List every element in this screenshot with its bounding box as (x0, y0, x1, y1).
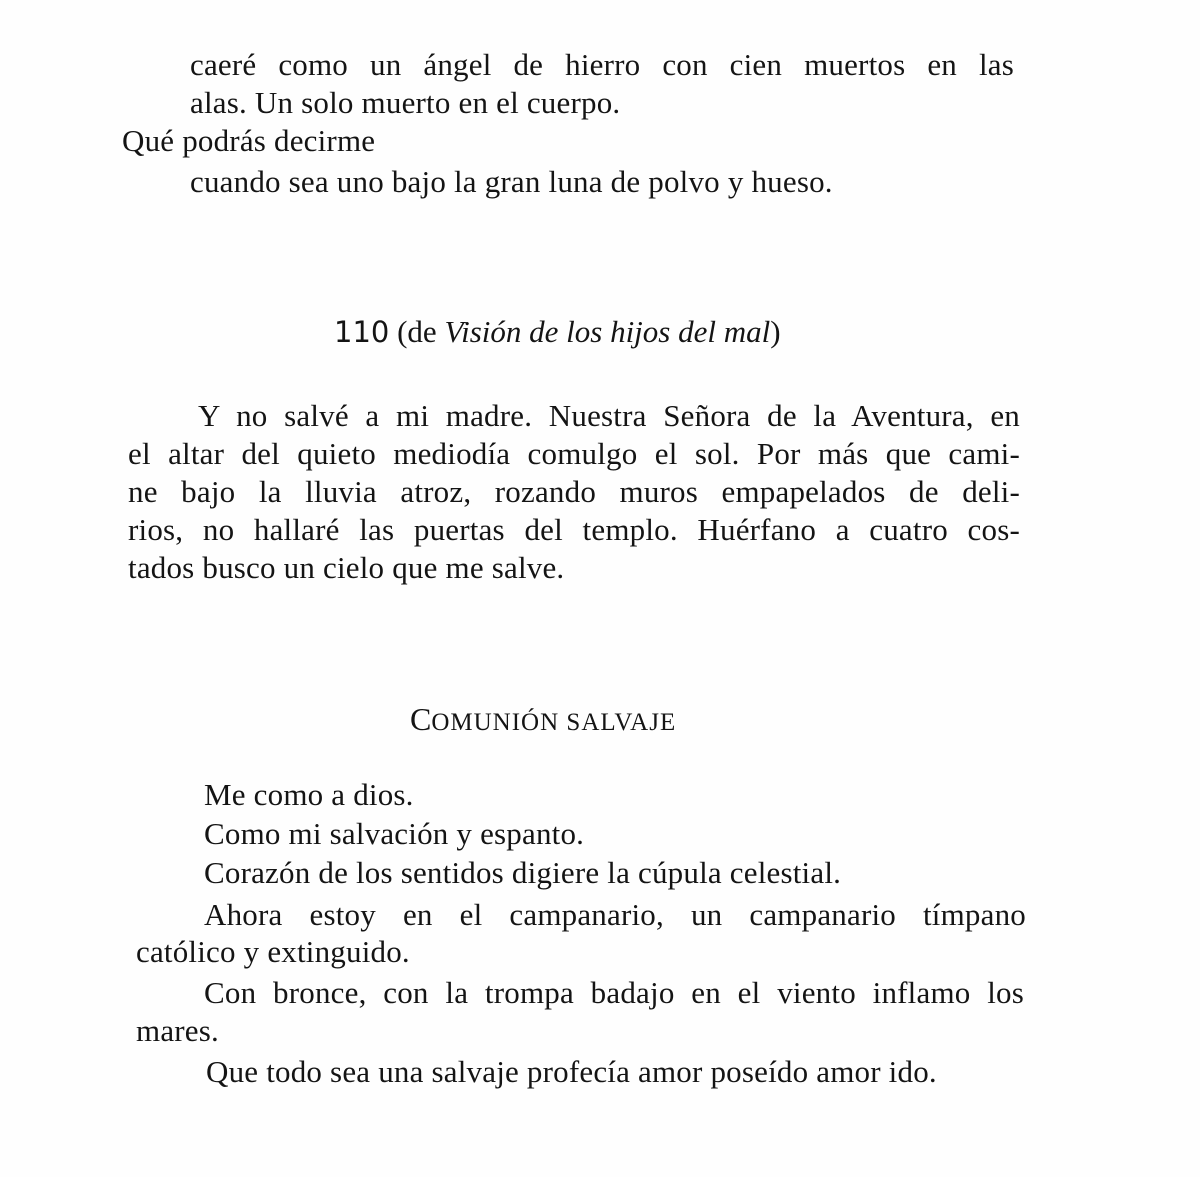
title-initial: C (410, 701, 432, 737)
paragraph-line: tados busco un cielo que me salve. (128, 550, 565, 585)
poem-line: católico y extinguido. (136, 934, 410, 969)
poem-title (410, 700, 676, 742)
poem-line: Ahora estoy en el campanario, un campanario tímpano (204, 897, 1026, 932)
heading-paren-open: (de (397, 314, 445, 349)
poem-line: Me como a dios. (204, 777, 414, 812)
poem-line: Que todo sea una salvaje profecía amor poseído amor ido. (206, 1054, 937, 1089)
section-heading-110 (334, 313, 781, 351)
poem-line: alas. Un solo muerto en el cuerpo. (190, 85, 621, 120)
paragraph-line: Y no salvé a mi madre. Nuestra Señora de la Aventura, en (198, 398, 1020, 433)
poem-line: mares. (136, 1013, 219, 1048)
title-rest: OMUNIÓN SALVAJE (431, 709, 677, 736)
paragraph-line: el altar del quieto mediodía comulgo el sol. Por más que cami- (128, 436, 1020, 471)
heading-paren-close: ) (770, 314, 781, 349)
poem-line: Como mi salvación y espanto. (204, 816, 585, 851)
poem-line: Qué podrás decirme (122, 123, 376, 158)
source-book-title: Visión de los hijos del mal (444, 314, 771, 349)
poem-line: Corazón de los sentidos digiere la cúpula celestial. (204, 855, 842, 890)
section-number: 110 (334, 315, 390, 349)
paragraph-line: ne bajo la lluvia atroz, rozando muros empapelados de deli- (128, 474, 1020, 509)
poem-line: Con bronce, con la trompa badajo en el viento inflamo los (204, 975, 1024, 1010)
paragraph-line: rios, no hallaré las puertas del templo. Huérfano a cuatro cos- (128, 512, 1020, 547)
poem-line: caeré como un ángel de hierro con cien muertos en las (190, 47, 1014, 82)
poem-line: cuando sea uno bajo la gran luna de polvo y hueso. (190, 164, 833, 199)
